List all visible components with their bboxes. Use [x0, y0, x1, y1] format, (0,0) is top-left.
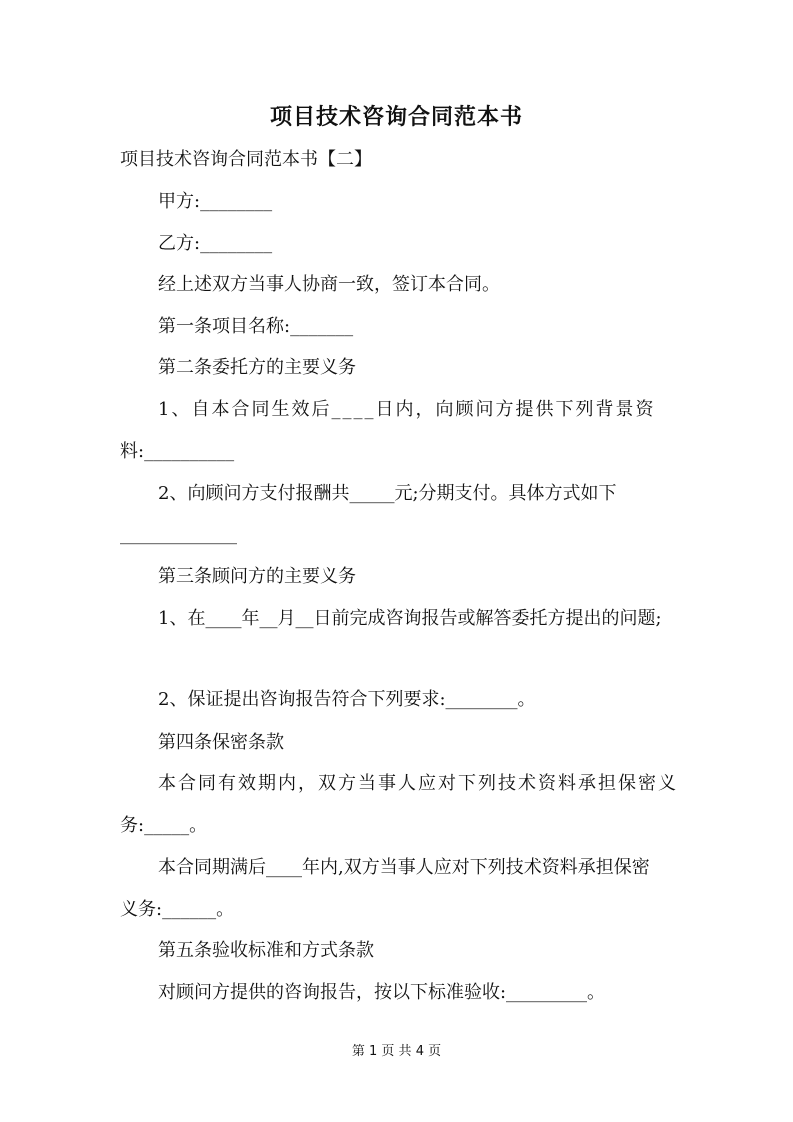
- document-title: 项目技术咨询合同范本书: [269, 104, 523, 130]
- clause-3-item-1: 1、在____年__月__日前完成咨询报告或解答委托方提出的问题;: [158, 608, 662, 629]
- clause-1-project-name: 第一条项目名称:_______: [158, 316, 354, 337]
- clause-2-item-2-cont: _____________: [120, 524, 237, 545]
- page-number: 第 1 页 共 4 页: [351, 1044, 442, 1059]
- clause-4-para-1-cont: 务:_____。: [120, 815, 208, 836]
- clause-2-item-1-cont: 料:__________: [120, 441, 235, 462]
- clause-3-item-2: 2、保证提出咨询报告符合下列要求:________。: [158, 689, 536, 710]
- document-subtitle: 项目技术咨询合同范本书【二】: [120, 149, 372, 170]
- clause-2-item-1: 1、自本合同生效后____日内，向顾问方提供下列背景资: [158, 399, 656, 420]
- clause-4-heading: 第四条保密条款: [158, 732, 284, 753]
- party-b-line: 乙方:________: [158, 233, 273, 254]
- clause-5-para-1: 对顾问方提供的咨询报告，按以下标准验收:_________。: [158, 982, 606, 1003]
- clause-5-heading: 第五条验收标准和方式条款: [158, 940, 374, 961]
- clause-4-para-2-cont: 义务:______。: [120, 899, 235, 920]
- clause-3-heading: 第三条顾问方的主要义务: [158, 566, 356, 587]
- clause-4-para-1: 本合同有效期内，双方当事人应对下列技术资料承担保密义: [158, 773, 678, 794]
- clause-4-para-2: 本合同期满后____年内,双方当事人应对下列技术资料承担保密: [158, 857, 650, 878]
- agreement-intro: 经上述双方当事人协商一致，签订本合同。: [158, 274, 500, 295]
- clause-2-item-2: 2、向顾问方支付报酬共_____元;分期支付。具体方式如下: [158, 483, 617, 504]
- party-a-line: 甲方:________: [158, 191, 273, 212]
- clause-2-heading: 第二条委托方的主要义务: [158, 357, 356, 378]
